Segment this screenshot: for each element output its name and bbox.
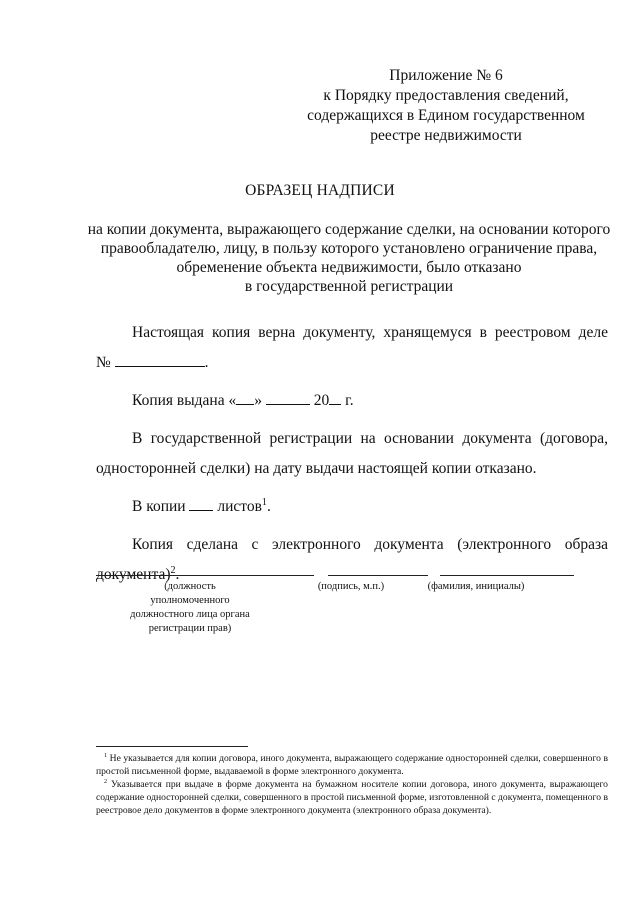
footnote-separator	[96, 746, 248, 747]
signature-label: (подпись, м.п.)	[317, 581, 385, 592]
appendix-number: Приложение № 6	[389, 67, 503, 84]
footnote-1	[96, 752, 608, 778]
position-line	[96, 575, 314, 576]
number-sign: №	[96, 354, 111, 371]
signature-line	[328, 575, 428, 576]
registry-case-number-blank	[115, 352, 205, 367]
subtitle-line: обременение объекта недвижимости, было отказано	[176, 259, 522, 276]
name-line	[440, 575, 574, 576]
year-blank	[329, 390, 341, 405]
document-body	[96, 318, 608, 590]
position-label: (должность уполномоченного должностного лица органа регистрации прав)	[130, 581, 250, 634]
footnote-2-text: Указывается при выдаче в форме документа на бумажном носителе копии договора, иного документа, выражающего содержание односторонней сделки, совершенного в простой письменной форме, изготовленной с документа, помещенного в реестровое дело документов в форме электронного документа (электронного образа документа).	[96, 779, 608, 816]
pages-word: листов	[217, 498, 262, 515]
pages-count-blank	[189, 496, 213, 511]
year-suffix: г.	[345, 392, 354, 409]
month-blank	[266, 390, 310, 405]
document-title: ОБРАЗЕЦ НАДПИСИ	[245, 182, 395, 199]
appendix-ref-line: реестре недвижимости	[370, 127, 522, 144]
appendix-header	[296, 66, 596, 146]
subtitle-line: правообладателю, лицу, в пользу которого установлено ограничение права,	[100, 240, 598, 257]
footnote-2	[96, 778, 608, 817]
pages-prefix: В копии	[132, 498, 186, 515]
body-paragraph-5-line-2: документа)$^2$.	[96, 564, 180, 583]
appendix-ref-line: к Порядку предоставления сведений,	[323, 87, 569, 104]
footnote-1-text: Не указывается для копии договора, иного документа, выражающего содержание односторонней сделки, совершенного в простой письменной форме, выдаваемой в форме электронного документа.	[96, 753, 608, 777]
body-paragraph-2	[96, 386, 608, 416]
body-paragraph-1-line-2: № .	[96, 354, 209, 371]
footnotes	[96, 752, 608, 817]
body-paragraph-4: В копии листов$^1$.	[132, 496, 271, 515]
footnote-1-mark: 1	[104, 751, 108, 759]
year-prefix: 20	[313, 392, 330, 409]
footnote-2-mark: 2	[104, 777, 108, 785]
issue-date-quote: »	[254, 392, 262, 409]
body-paragraph-3-line-1: В государственной регистрации на основании документа (договора,	[132, 430, 608, 447]
name-label: (фамилия, инициалы)	[427, 581, 525, 592]
electronic-doc-text: документа)	[96, 566, 171, 583]
document-subtitle	[84, 220, 614, 296]
issue-date-prefix: Копия выдана «	[132, 392, 237, 409]
footnote-ref-1: 1	[261, 496, 267, 508]
appendix-ref-line: содержащихся в Едином государственном	[307, 107, 585, 124]
body-paragraph-5-line-1: Копия сделана с электронного документа (электронного образа	[132, 536, 608, 553]
body-paragraph-1-line-1: Настоящая копия верна документу, хранящемуся в реестровом деле	[132, 324, 608, 341]
subtitle-line: в государственной регистрации	[244, 278, 454, 295]
day-blank	[236, 390, 254, 405]
body-paragraph-3-line-2: односторонней сделки) на дату выдачи настоящей копии отказано.	[96, 460, 537, 477]
signature-lines	[96, 575, 574, 577]
subtitle-line: на копии документа, выражающего содержание сделки, на основании которого	[87, 221, 611, 238]
footnote-ref-2: 2	[170, 564, 176, 576]
